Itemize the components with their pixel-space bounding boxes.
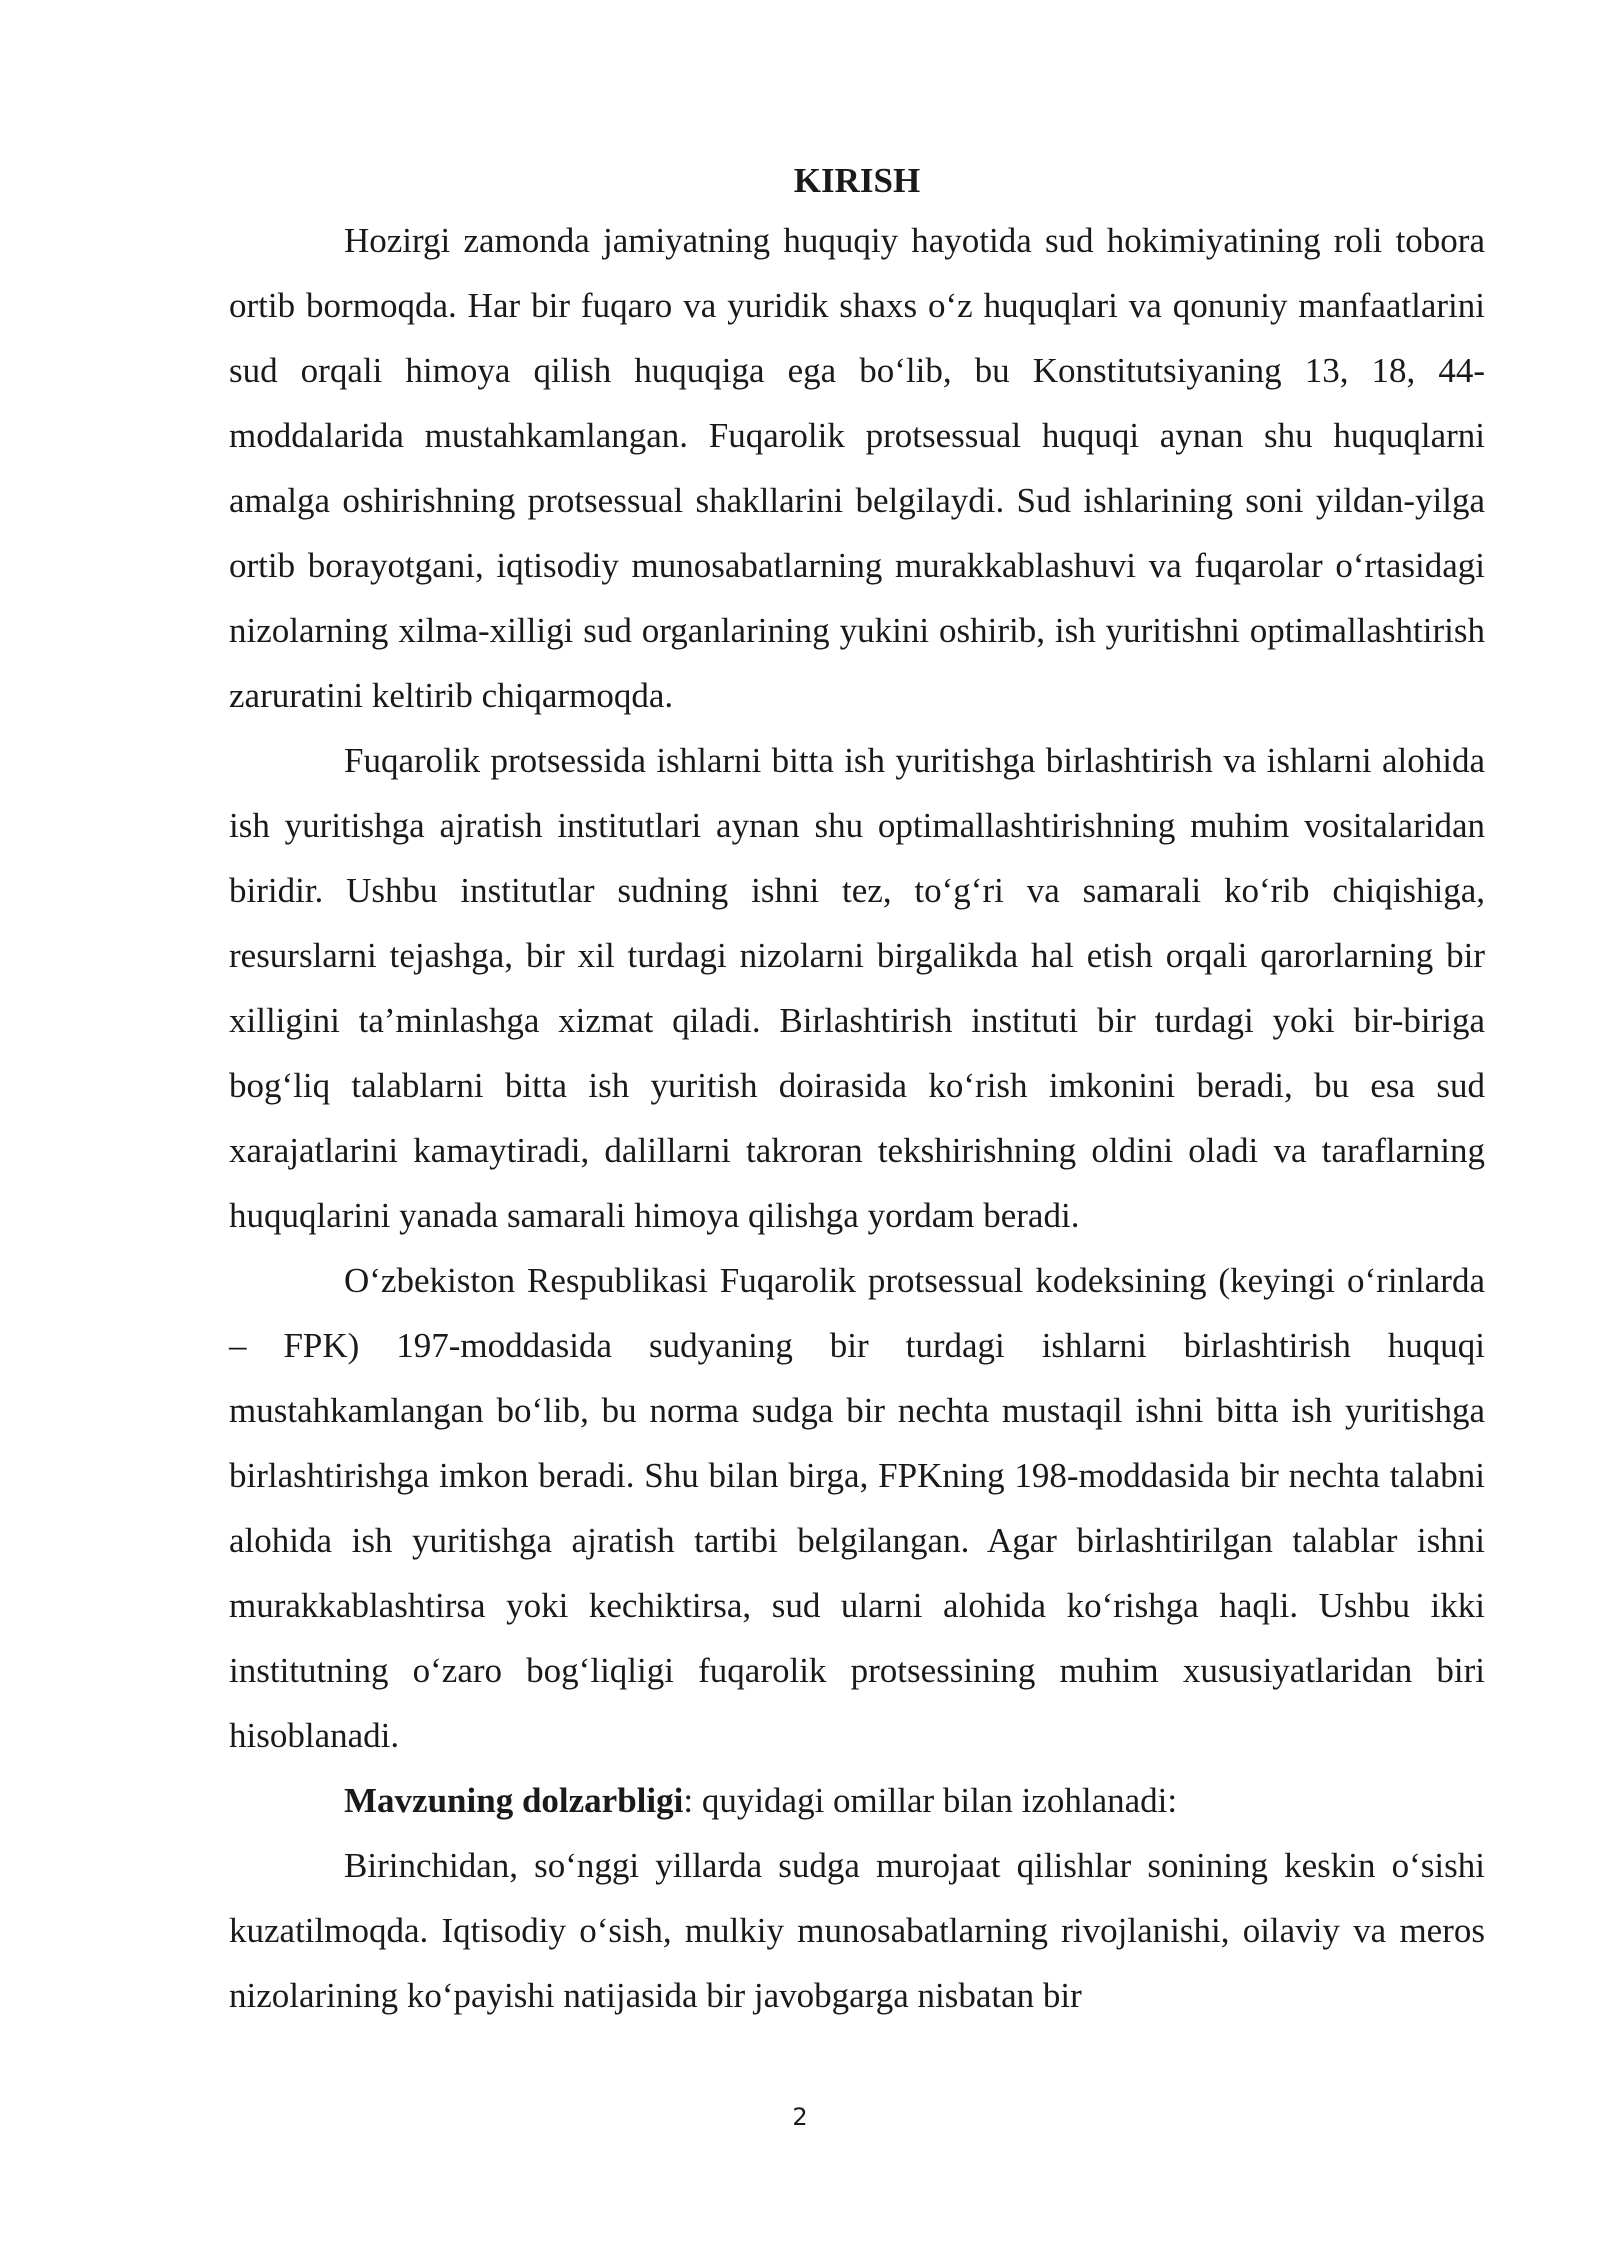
paragraph-intro: Hozirgi zamonda jamiyatning huquqiy hayotida sud hokimiyatining roli tobora ortib bormoqda. Har bir fuqaro va yuridik shaxs o‘z huquqlari va qonuniy manfaatlarini sud orqali himoya qilish huquqiga ega bo‘lib, bu Konstitutsiyaning 13, 18, 44-moddalarida mustahkamlangan. Fuqarolik protsessual huquqi aynan shu huquqlarni amalga oshirishning protsessual shakllarini belgilaydi. Sud ishlarining soni yildan-yilga ortib borayotgani, iqtisodiy munosabatlarning murakkablashuvi va fuqarolar o‘rtasidagi nizolarning xilma-xilligi sud organlarining yukini oshirib, ish yuritishni optimallashtirish zaruratini keltirib chiqarmoqda. [229,221,1485,715]
section-heading: KIRISH [793,161,921,200]
paragraph-firstly: Birinchidan, so‘nggi yillarda sudga murojaat qilishlar sonining keskin o‘sishi kuzatilmoqda. Iqtisodiy o‘sish, mulkiy munosabatlarning rivojlanishi, oilaviy va meros nizolarining ko‘payishi natijasida bir javobgarga nisbatan bir [229,1846,1485,2015]
document-page [229,148,1485,2028]
paragraph-institutions: Fuqarolik protsessida ishlarni bitta ish yuritishga birlashtirish va ishlarni alohida ish yuritishga ajratish institutlari aynan shu optimallashtirishning muhim vositalaridan biridir. Ushbu institutlar sudning ishni tez, to‘g‘ri va samarali ko‘rib chiqishiga, resurslarni tejashga, bir xil turdagi nizolarni birgalikda hal etish orqali qarorlarning bir xilligini ta’minlashga xizmat qiladi. Birlashtirish instituti bir turdagi yoki bir-biriga bog‘liq talablarni bitta ish yuritish doirasida ko‘rish imkonini beradi, bu esa sud xarajatlarini kamaytiradi, dalillarni takroran tekshirishning oldini oladi va taraflarning huquqlarini yanada samarali himoya qilishga yordam beradi. [229,741,1485,1235]
relevance-lead: Mavzuning dolzarbligi [344,1781,684,1820]
paragraph-relevance [229,1768,1485,1833]
relevance-text: : quyidagi omillar bilan izohlanadi: [683,1781,1178,1820]
page-number: 2 [792,2103,808,2131]
paragraph-code-articles: O‘zbekiston Respublikasi Fuqarolik protsessual kodeksining (keyingi o‘rinlarda – FPK) 197-moddasida sudyaning bir turdagi ishlarni birlashtirish huquqi mustahkamlangan bo‘lib, bu norma sudga bir nechta mustaqil ishni bitta ish yuritishga birlashtirishga imkon beradi. Shu bilan birga, FPKning 198-moddasida bir nechta talabni alohida ish yuritishga ajratish tartibi belgilangan. Agar birlashtirilgan talablar ishni murakkablashtirsa yoki kechiktirsa, sud ularni alohida ko‘rishga haqli. Ushbu ikki institutning o‘zaro bog‘liqligi fuqarolik protsessining muhim xususiyatlaridan biri hisoblanadi. [229,1261,1485,1755]
